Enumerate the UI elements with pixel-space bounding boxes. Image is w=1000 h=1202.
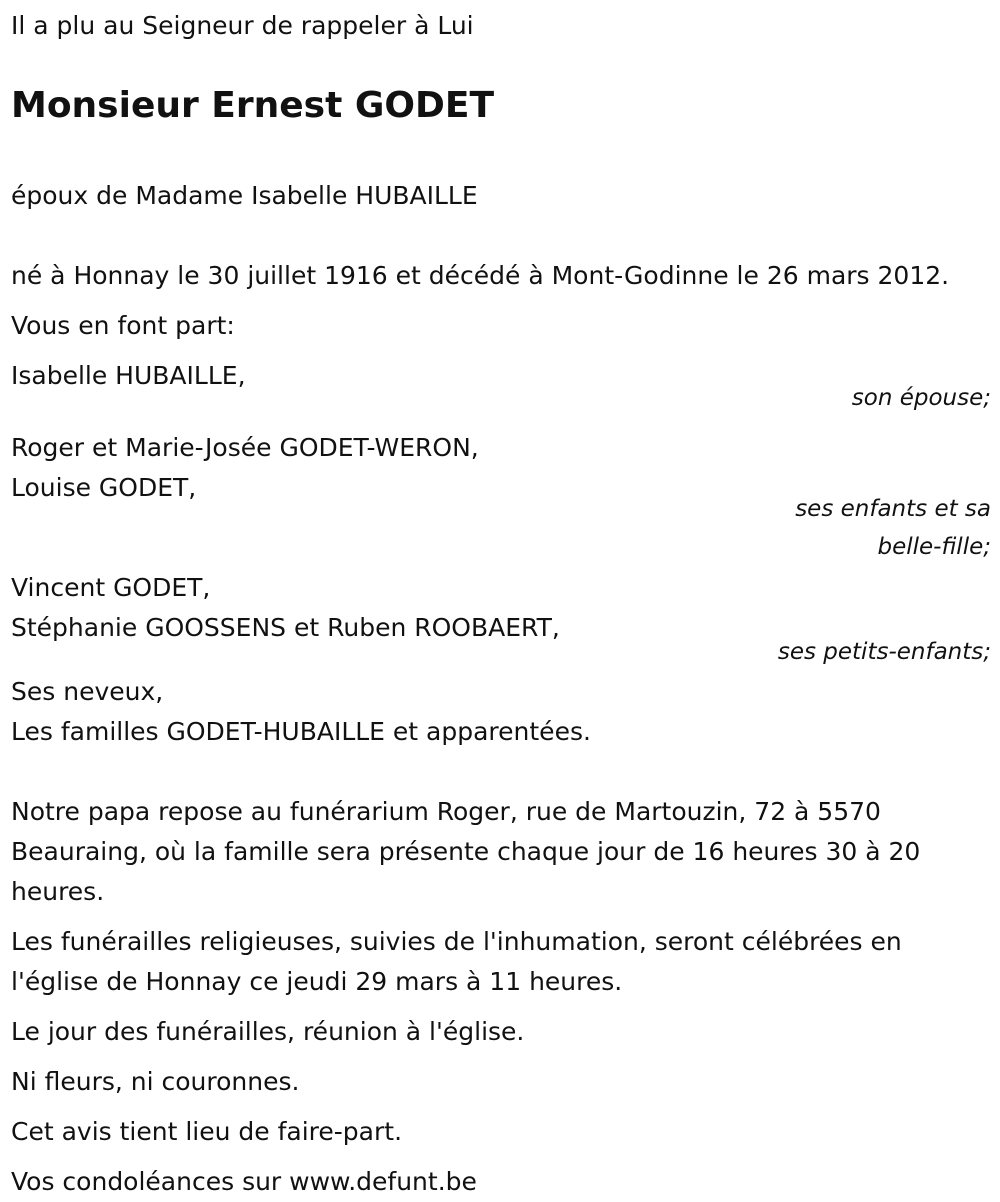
family-member: Les familles GODET-HUBAILLE et apparentées. xyxy=(11,717,591,746)
family-member: Stéphanie GOOSSENS et Ruben ROOBAERT, xyxy=(11,613,560,642)
condolences-line: Vos condoléances sur www.defunt.be xyxy=(11,1167,477,1196)
family-role: ses enfants et sa belle-fille; xyxy=(795,496,991,560)
detail-paragraph: Cet avis tient lieu de faire-part. xyxy=(11,1117,403,1146)
family-member: Isabelle HUBAILLE, xyxy=(11,361,246,390)
deceased-name: Monsieur Ernest GODET xyxy=(11,85,495,126)
family-member: Louise GODET, xyxy=(11,473,197,502)
family-group-spouse xyxy=(11,356,991,418)
family-group-children xyxy=(11,428,991,566)
announce-line: Vous en font part: xyxy=(11,311,235,340)
family-group-others xyxy=(11,672,991,752)
family-role: son épouse; xyxy=(851,385,991,411)
detail-paragraph: Notre papa repose au funérarium Roger, rue de Martouzin, 72 à 5570 Beauraing, où la famille sera présente chaque jour de 16 heures 30 à 20 heures. xyxy=(11,797,921,906)
family-group-grandchildren xyxy=(11,568,991,672)
birth-death-line: né à Honnay le 30 juillet 1916 et décédé à Mont-Godinne le 26 mars 2012. xyxy=(11,261,950,290)
family-member: Vincent GODET, xyxy=(11,573,211,602)
intro-text: Il a plu au Seigneur de rappeler à Lui xyxy=(11,11,474,40)
spouse-line: époux de Madame Isabelle HUBAILLE xyxy=(11,181,478,210)
detail-paragraph: Ni fleurs, ni couronnes. xyxy=(11,1067,300,1096)
family-role: ses petits-enfants; xyxy=(777,639,991,665)
family-member: Roger et Marie-Josée GODET-WERON, xyxy=(11,433,479,462)
detail-paragraph: Le jour des funérailles, réunion à l'église. xyxy=(11,1017,525,1046)
detail-paragraph: Les funérailles religieuses, suivies de l'inhumation, seront célébrées en l'église de Honnay ce jeudi 29 mars à 11 heures. xyxy=(11,927,902,996)
death-notice xyxy=(11,6,991,1202)
family-member: Ses neveux, xyxy=(11,677,164,706)
